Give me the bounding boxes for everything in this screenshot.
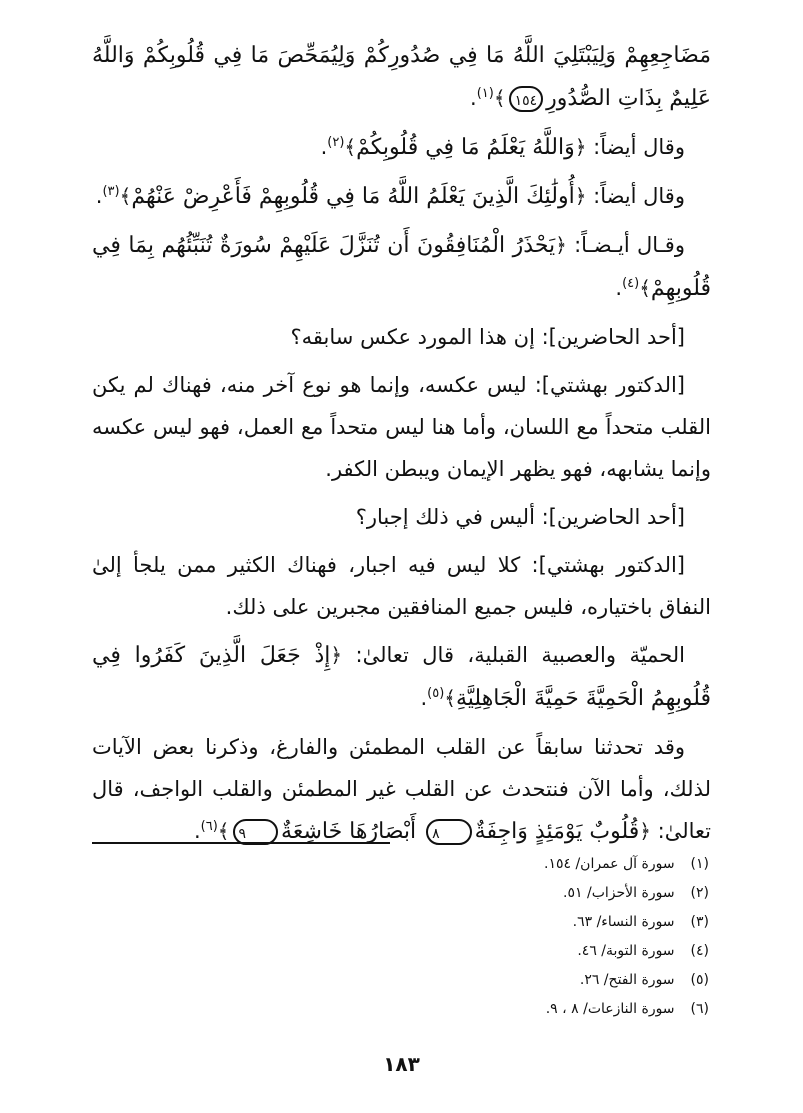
ornate-bracket: ﴾ (493, 86, 506, 110)
paragraph (92, 634, 711, 720)
body-text: وقال أيضاً: (586, 135, 685, 159)
paragraph (92, 316, 711, 358)
footnote-number: (٣) (690, 914, 709, 930)
footnote-text: سورة النازعات/ ٨ ، ٩. (545, 1001, 675, 1017)
ornate-bracket: ﴾ (119, 184, 132, 208)
page-number: ١٨٣ (383, 1052, 420, 1076)
footnotes (92, 850, 711, 1024)
body-text: وقال أيضاً: (586, 184, 685, 208)
quran-verse: وَاللَّهُ يَعْلَمُ مَا فِي قُلُوبِكُمْ (356, 135, 575, 160)
body-text: [أحد الحاضرين]: أليس في ذلك إجبار؟ (355, 505, 685, 529)
ornate-bracket: ﴾ (344, 135, 357, 159)
footnote-reference: (٥) (427, 686, 445, 701)
ornate-bracket: ﴾ (444, 686, 456, 710)
paragraph (92, 34, 711, 120)
body-text: . (420, 686, 428, 710)
main-text (92, 34, 711, 859)
footnote-reference: (٢) (327, 135, 345, 150)
footnote-text: سورة الفتح/ ٢٦. (579, 972, 675, 988)
quran-verse: إِذْ جَعَلَ الَّذِينَ كَفَرُوا فِي قُلُوبِهِمُ الْحَمِيَّةَ حَمِيَّةَ الْجَاهِلِيَّةِ (92, 643, 711, 711)
footnote-text: سورة آل عمران/ ١٥٤. (544, 856, 675, 872)
footnote-text: سورة النساء/ ٦٣. (572, 914, 675, 930)
footnote-number: (٢) (690, 885, 709, 901)
body-text: [الدكتور بهشتي]: كلا ليس فيه اجبار، فهناك الكثير ممن يلجأ إلىٰ النفاق باختياره، فليس جميع المنافقين مجبرين على ذلك. (92, 553, 711, 619)
ornate-bracket: ﴾ (639, 276, 651, 300)
ornate-bracket: ﴿ (574, 184, 587, 208)
body-text: وقد تحدثنا سابقاً عن القلب المطمئن والفارغ، وذكرنا بعض الآيات لذلك، وأما الآن فنتحدث عن القلب غير المطمئن والقلب الواجف، قال تعالىٰ: (92, 735, 711, 843)
body-text: . (95, 184, 103, 208)
body-text: وقـال أيـضـاً: (566, 233, 685, 257)
body-text: . (470, 86, 477, 110)
ornate-bracket: ﴿ (330, 643, 343, 667)
footnote-item (92, 879, 711, 908)
body-text: . (193, 819, 201, 843)
footnote-reference: (٦) (200, 819, 218, 834)
paragraph (92, 126, 711, 169)
ayah-number-marker: ١٥٤ (509, 86, 544, 112)
body-text: الحميّة والعصبية القبلية، قال تعالىٰ: (342, 643, 685, 667)
footnote-separator (92, 842, 390, 844)
footnote-number: (٤) (690, 943, 709, 959)
quran-verse: مَضَاجِعِهِمْ وَلِيَبْتَلِيَ اللَّهُ مَا فِي صُدُورِكُمْ وَلِيُمَحِّصَ مَا فِي قُلُوبِكُمْ وَاللَّهُ عَلِيمٌ بِذَاتِ الصُّدُورِ (92, 43, 711, 111)
body-text: [أحد الحاضرين]: إن هذا المورد عكس سابقه؟ (290, 325, 685, 349)
quran-verse: أُولَٰئِكَ الَّذِينَ يَعْلَمُ اللَّهُ مَا فِي قُلُوبِهِمْ فَأَعْرِضْ عَنْهُمْ (131, 184, 575, 209)
quran-verse: يَحْذَرُ الْمُنَافِقُونَ أَن تُنَزَّلَ عَلَيْهِمْ سُورَةٌ تُنَبِّئُهُم بِمَا فِي قُلُوبِهِمْ (92, 233, 711, 301)
footnote-reference: (٤) (622, 276, 640, 291)
footnote-item (92, 966, 711, 995)
footnote-number: (٦) (690, 1001, 709, 1017)
footnote-item (92, 937, 711, 966)
footnote-item (92, 850, 711, 879)
body-text: . (320, 135, 328, 159)
ornate-bracket: ﴿ (574, 135, 587, 159)
footnote-reference: (٣) (102, 184, 120, 199)
ayah-number-marker: ٩ (233, 819, 279, 845)
paragraph (92, 496, 711, 538)
paragraph (92, 726, 711, 853)
paragraph (92, 544, 711, 628)
footnote-text: سورة الأحزاب/ ٥١. (563, 885, 675, 901)
footnote-reference: (١) (476, 86, 494, 101)
quran-verse: أَبْصَارُهَا خَاشِعَةٌ (281, 819, 424, 844)
paragraph (92, 224, 711, 310)
footnote-item (92, 995, 711, 1024)
footnote-number: (٥) (690, 972, 709, 988)
ornate-bracket: ﴿ (555, 233, 567, 257)
body-text: [الدكتور بهشتي]: ليس عكسه، وإنما هو نوع آخر منه، فهناك لم يكن القلب متحداً مع اللسان، وأما هنا ليس متحداً مع العمل، فهو ليس عكسه وإنما يشابهه، فهو يظهر الإيمان ويبطن الكفر. (92, 373, 711, 481)
paragraph (92, 364, 711, 490)
ornate-bracket: ﴿ (639, 819, 651, 843)
footnote-text: سورة التوبة/ ٤٦. (577, 943, 675, 959)
ayah-number-marker: ٨ (426, 819, 472, 845)
footnote-number: (١) (690, 856, 709, 872)
footnote-item (92, 908, 711, 937)
paragraph (92, 175, 711, 218)
ornate-bracket: ﴾ (217, 819, 230, 843)
quran-verse: قُلُوبٌ يَوْمَئِذٍ وَاجِفَةٌ (474, 819, 640, 844)
body-text: . (615, 276, 623, 300)
